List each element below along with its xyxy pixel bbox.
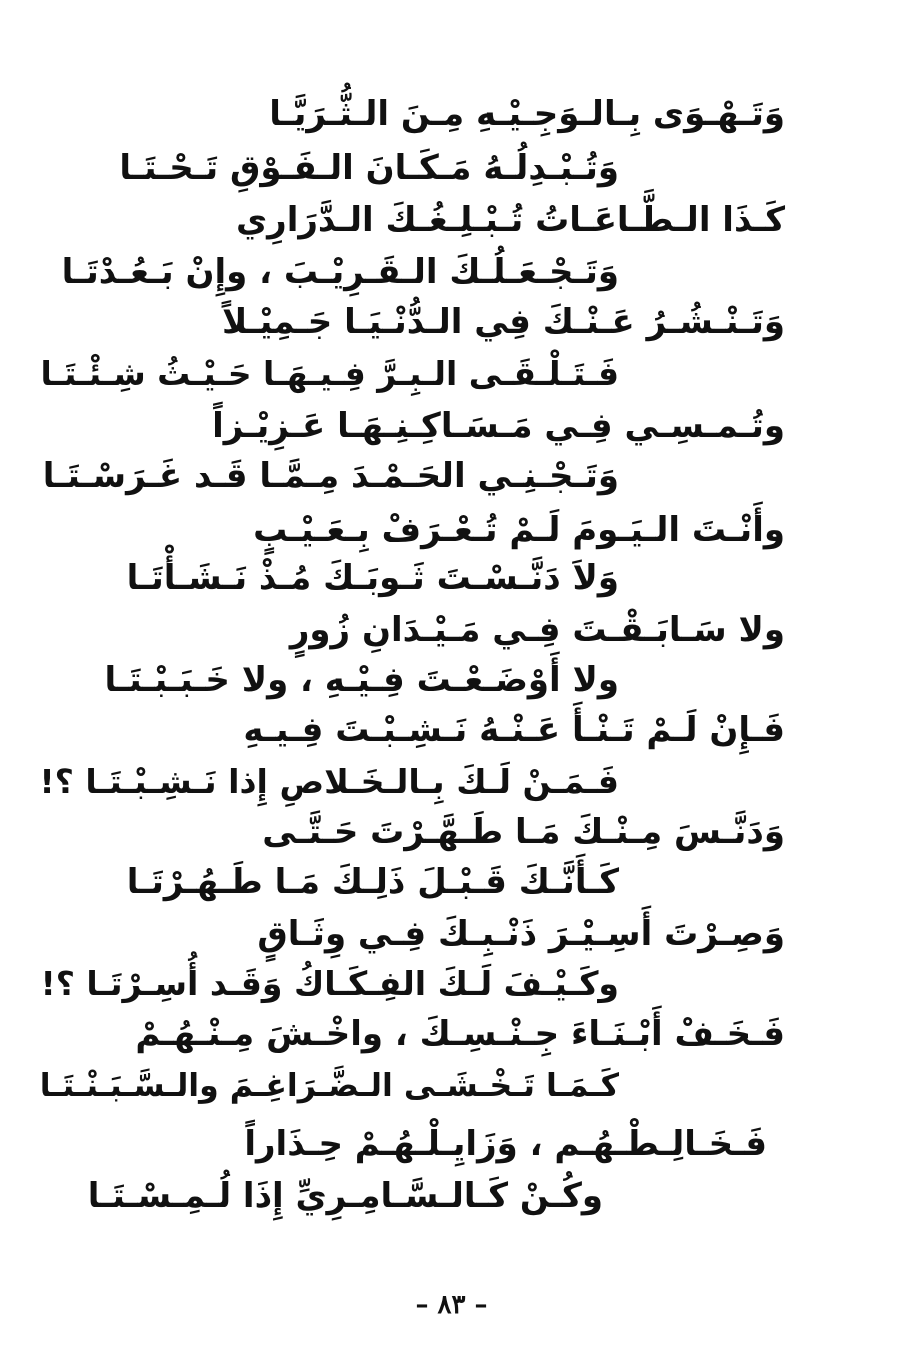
poem-line-2: وَتُـبْـدِلُـهُ مَـكَـانَ الـفَـوْقِ تَـحْـتَـا (119, 148, 619, 188)
poem-line-8: وَتَـجْـنِـي الحَـمْـدَ مِـمَّـا قَـد غَـرَسْـتَـا (42, 456, 619, 496)
poem-line-20: كَـمَـا تَـخْـشَـى الـضَّـرَاغِـمَ والـسَّـبَـنْـتَـا (39, 1068, 619, 1104)
poem-line-4: وَتَـجْـعَـلُـكَ الـقَـرِيْـبَ ، وإِنْ بَـعُـدْتَـا (61, 252, 619, 292)
poem-line-10: وَلاَ دَنَّـسْـتَ ثَـوبَـكَ مُـذْ نَـشَـأْتَـا (126, 558, 619, 598)
poem-line-9: وأَنْـتَ الـيَـومَ لَـمْ تُـعْـرَفْ بِـعَـيْـبٍ (253, 510, 785, 550)
poem-line-5: وَتَـنْـشُـرُ عَـنْـكَ فِي الـدُّنْـيَـا جَـمِيْـلاً (222, 302, 785, 342)
poem-line-21: فَـخَـالِـطْـهُـم ، وَزَايِـلْـهُـمْ حِـذَاراً (244, 1124, 767, 1164)
poem-line-7: وتُـمـسِـي فِـي مَـسَـاكِـنِـهَـا عَـزِيْـزاً (212, 406, 785, 446)
poem-line-15: وَدَنَّـسَ مِـنْـكَ مَـا طَـهَّـرْتَ حَـتَّـى (262, 812, 785, 852)
poem-line-19: فَـخَـفْ أَبْـنَـاءَ جِـنْـسِـكَ ، واخْـشَ مِـنْـهُـمْ (135, 1014, 785, 1054)
poem-line-17: وَصِـرْتَ أَسِـيْـرَ ذَنْـبِـكَ فِـي وِثَـاقٍ (257, 914, 785, 954)
poem-line-13: فَـإِنْ لَـمْ تَـنْـأَ عَـنْـهُ نَـشِـبْـتَ فِـيـهِ (243, 710, 785, 750)
poem-line-6: فَـتَـلْـقَـى الـبِـرَّ فِـيـهَـا حَـيْـثُ شِـئْـتَـا (40, 354, 619, 393)
poem-line-16: كَـأَنَّـكَ قَـبْـلَ ذَلِـكَ مَـا طَـهُـرْتَـا (126, 862, 619, 902)
poem-line-1: وَتَـهْـوَى بِـالـوَجِـيْـهِ مِـنَ الـثُّـرَيَّـا (269, 94, 785, 134)
page-number: – ٨٣ – (415, 1290, 488, 1320)
poem-line-3: كَـذَا الـطَّـاعَـاتُ تُـبْـلِـغُـكَ الـدَّرَارِي (235, 200, 785, 240)
poem-line-22: وكُـنْ كَـالـسَّـامِـرِيِّ إِذَا لُـمِـسْـتَـا (87, 1176, 603, 1216)
poem-line-12: ولا أَوْضَـعْـتَ فِـيْـهِ ، ولا خَـبَـبْـتَـا (104, 660, 619, 700)
poem-line-14: فَـمَـنْ لَـكَ بِـالـخَـلاصِ إِذا نَـشِـبْـتَـا ؟! (39, 762, 619, 801)
poem-line-18: وكَـيْـفَ لَـكَ الفِـكَـاكُ وَقَـد أُسِـرْتَـا ؟! (40, 964, 619, 1003)
poem-line-11: ولا سَـابَـقْـتَ فِـي مَـيْـدَانِ زُورٍ (289, 610, 785, 650)
